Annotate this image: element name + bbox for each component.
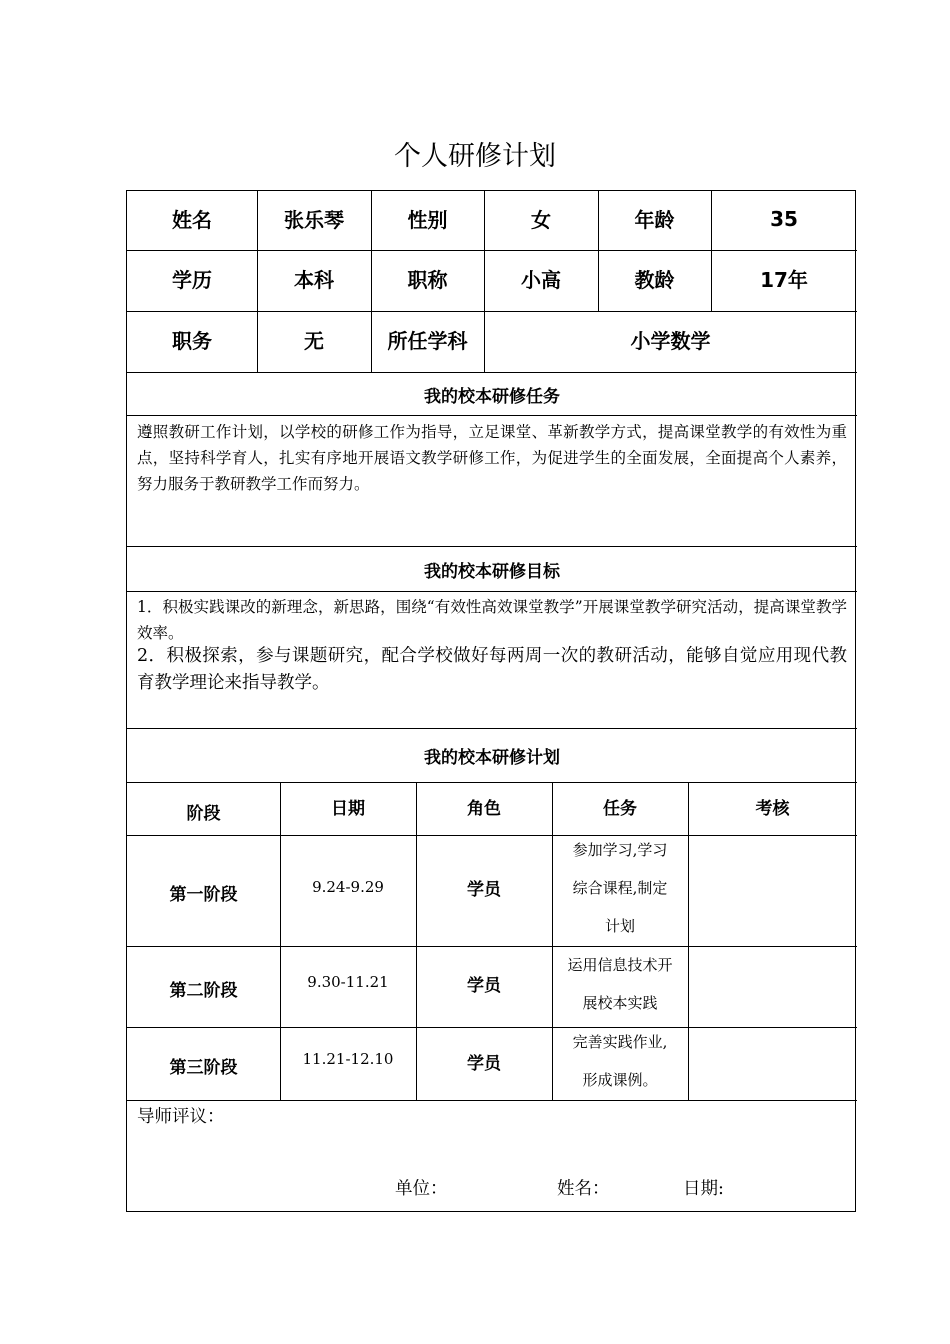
name-label: 姓名 <box>172 208 212 232</box>
goal-item-1: 1．积极实践课改的新理念，新思路，围绕“有效性高效课堂教学”开展课堂教学研究活动，提高课堂教学效率。 <box>137 598 847 642</box>
gender-value: 女 <box>531 208 551 232</box>
task-line: 综合课程,制定 <box>572 879 668 897</box>
task-line: 完善实践作业, <box>572 1033 668 1051</box>
task-line: 参加学习,学习 <box>572 841 668 859</box>
task-line: 展校本实践 <box>582 994 658 1012</box>
task-cell <box>552 946 688 1026</box>
name-value: 张乐琴 <box>284 208 344 232</box>
task-line: 计划 <box>604 917 635 935</box>
stage-cell: 第三阶段 <box>169 1057 238 1078</box>
subject-value: 小学数学 <box>630 329 711 353</box>
teaching-years-label: 教龄 <box>634 268 675 292</box>
rank-label: 职称 <box>407 268 448 292</box>
task-section-heading: 我的校本研修任务 <box>424 386 560 407</box>
column-header-assessment: 考核 <box>755 798 790 819</box>
task-section-text: 遵照教研工作计划，以学校的研修工作为指导，立足课堂、革新教学方式，提高课堂教学的有效性为重点，坚持科学育人，扎实有序地开展语文教学研修工作，为促进学生的全面发展，全面提高个人素养，努力服务于教研教学工作而努力。 <box>137 423 847 493</box>
subject-label: 所任学科 <box>387 329 468 353</box>
education-value: 本科 <box>294 268 334 292</box>
goal-section-heading: 我的校本研修目标 <box>424 561 560 582</box>
row-divider <box>127 1100 857 1101</box>
task-line: 运用信息技术开 <box>567 956 673 974</box>
task-cell <box>552 1023 688 1099</box>
mentor-comment-label: 导师评议： <box>137 1107 225 1127</box>
column-header-date: 日期 <box>331 798 365 819</box>
teaching-years-value: 17年 <box>760 268 808 292</box>
date-label: 日期: <box>683 1179 724 1199</box>
row-divider <box>127 415 857 416</box>
column-header-stage: 阶段 <box>186 804 221 824</box>
role-cell: 学员 <box>467 975 501 996</box>
date-cell: 9.30-11.21 <box>307 973 389 991</box>
age-value: 35 <box>770 206 798 231</box>
date-cell: 9.24-9.29 <box>312 878 384 896</box>
task-line: 形成课例。 <box>582 1071 658 1089</box>
gender-label: 性别 <box>407 208 448 232</box>
task-cell <box>552 831 688 945</box>
role-cell: 学员 <box>467 879 501 900</box>
age-label: 年龄 <box>634 208 675 232</box>
stage-cell: 第二阶段 <box>169 980 238 1001</box>
rank-value: 小高 <box>521 268 561 292</box>
signer-name-label: 姓名： <box>557 1179 610 1199</box>
assessment-cell <box>688 947 857 1027</box>
plan-form-table <box>126 190 856 1212</box>
goal-item-2: 2．积极探索，参与课题研究，配合学校做好每两周一次的教研活动，能够自觉应用现代教育教学理论来指导教学。 <box>137 646 847 693</box>
assessment-cell <box>688 836 857 946</box>
page-title: 个人研修计划 <box>394 141 556 172</box>
date-cell: 11.21-12.10 <box>302 1050 394 1068</box>
plan-section-heading: 我的校本研修计划 <box>424 748 560 768</box>
stage-cell: 第一阶段 <box>169 884 238 905</box>
row-divider <box>127 591 857 592</box>
education-label: 学历 <box>172 268 212 292</box>
column-header-role: 角色 <box>467 798 501 819</box>
position-value: 无 <box>304 329 324 353</box>
assessment-cell <box>688 1028 857 1100</box>
position-label: 职务 <box>172 329 212 353</box>
column-header-task: 任务 <box>603 798 637 819</box>
role-cell: 学员 <box>467 1053 501 1074</box>
unit-label: 单位： <box>395 1179 448 1199</box>
